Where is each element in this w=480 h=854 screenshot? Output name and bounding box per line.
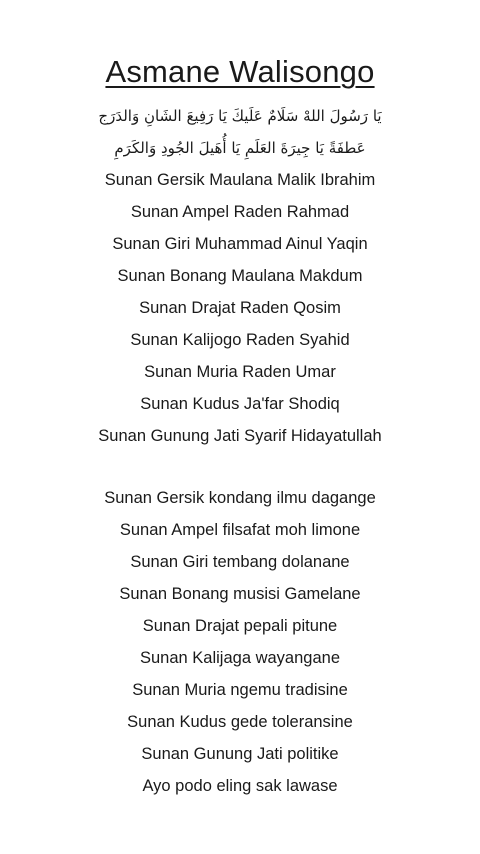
verse-line: Sunan Gunung Jati politike [141,745,339,763]
verse-line: Sunan Muria Raden Umar [144,363,336,381]
verse-line: Sunan Bonang musisi Gamelane [119,585,361,603]
verse-line: Sunan Drajat pepali pitune [142,617,338,635]
arabic-line-1: يَا رَسُولَ اللهْ سَلَامٌ عَلَيكَ يَا رَفِيعَ الشَانِ وَالدَرَج [98,107,382,125]
verse-line: Sunan Ampel Raden Rahmad [130,203,350,221]
verse-line: Sunan Ampel filsafat moh limone [119,521,361,539]
verse-line: Sunan Kudus Ja'far Shodiq [140,395,340,413]
page-title: Asmane Walisongo [105,54,375,89]
verse-line: Sunan Kalijogo Raden Syahid [130,331,350,349]
verse-line: Sunan Giri tembang dolanane [130,553,350,571]
verse-line: Sunan Bonang Maulana Makdum [117,267,363,285]
verse-line: Ayo podo eling sak lawase [142,777,338,795]
verse-line: Sunan Gersik kondang ilmu dagange [104,489,376,507]
arabic-line-2: عَطفَةً يَا جِيرَةَ العَلَمِ يَا أُهَيلَ الجُودِ وَالكَرَمِ [114,139,366,157]
verse-line: Sunan Giri Muhammad Ainul Yaqin [112,235,368,253]
verse-line: Sunan Kudus gede toleransine [127,713,353,731]
verse-line: Sunan Muria ngemu tradisine [132,681,348,699]
verse-line: Sunan Drajat Raden Qosim [139,299,341,317]
verse-line: Sunan Gersik Maulana Malik Ibrahim [104,171,376,189]
verse-line: Sunan Gunung Jati Syarif Hidayatullah [98,427,382,445]
verse-line: Sunan Kalijaga wayangane [140,649,340,667]
